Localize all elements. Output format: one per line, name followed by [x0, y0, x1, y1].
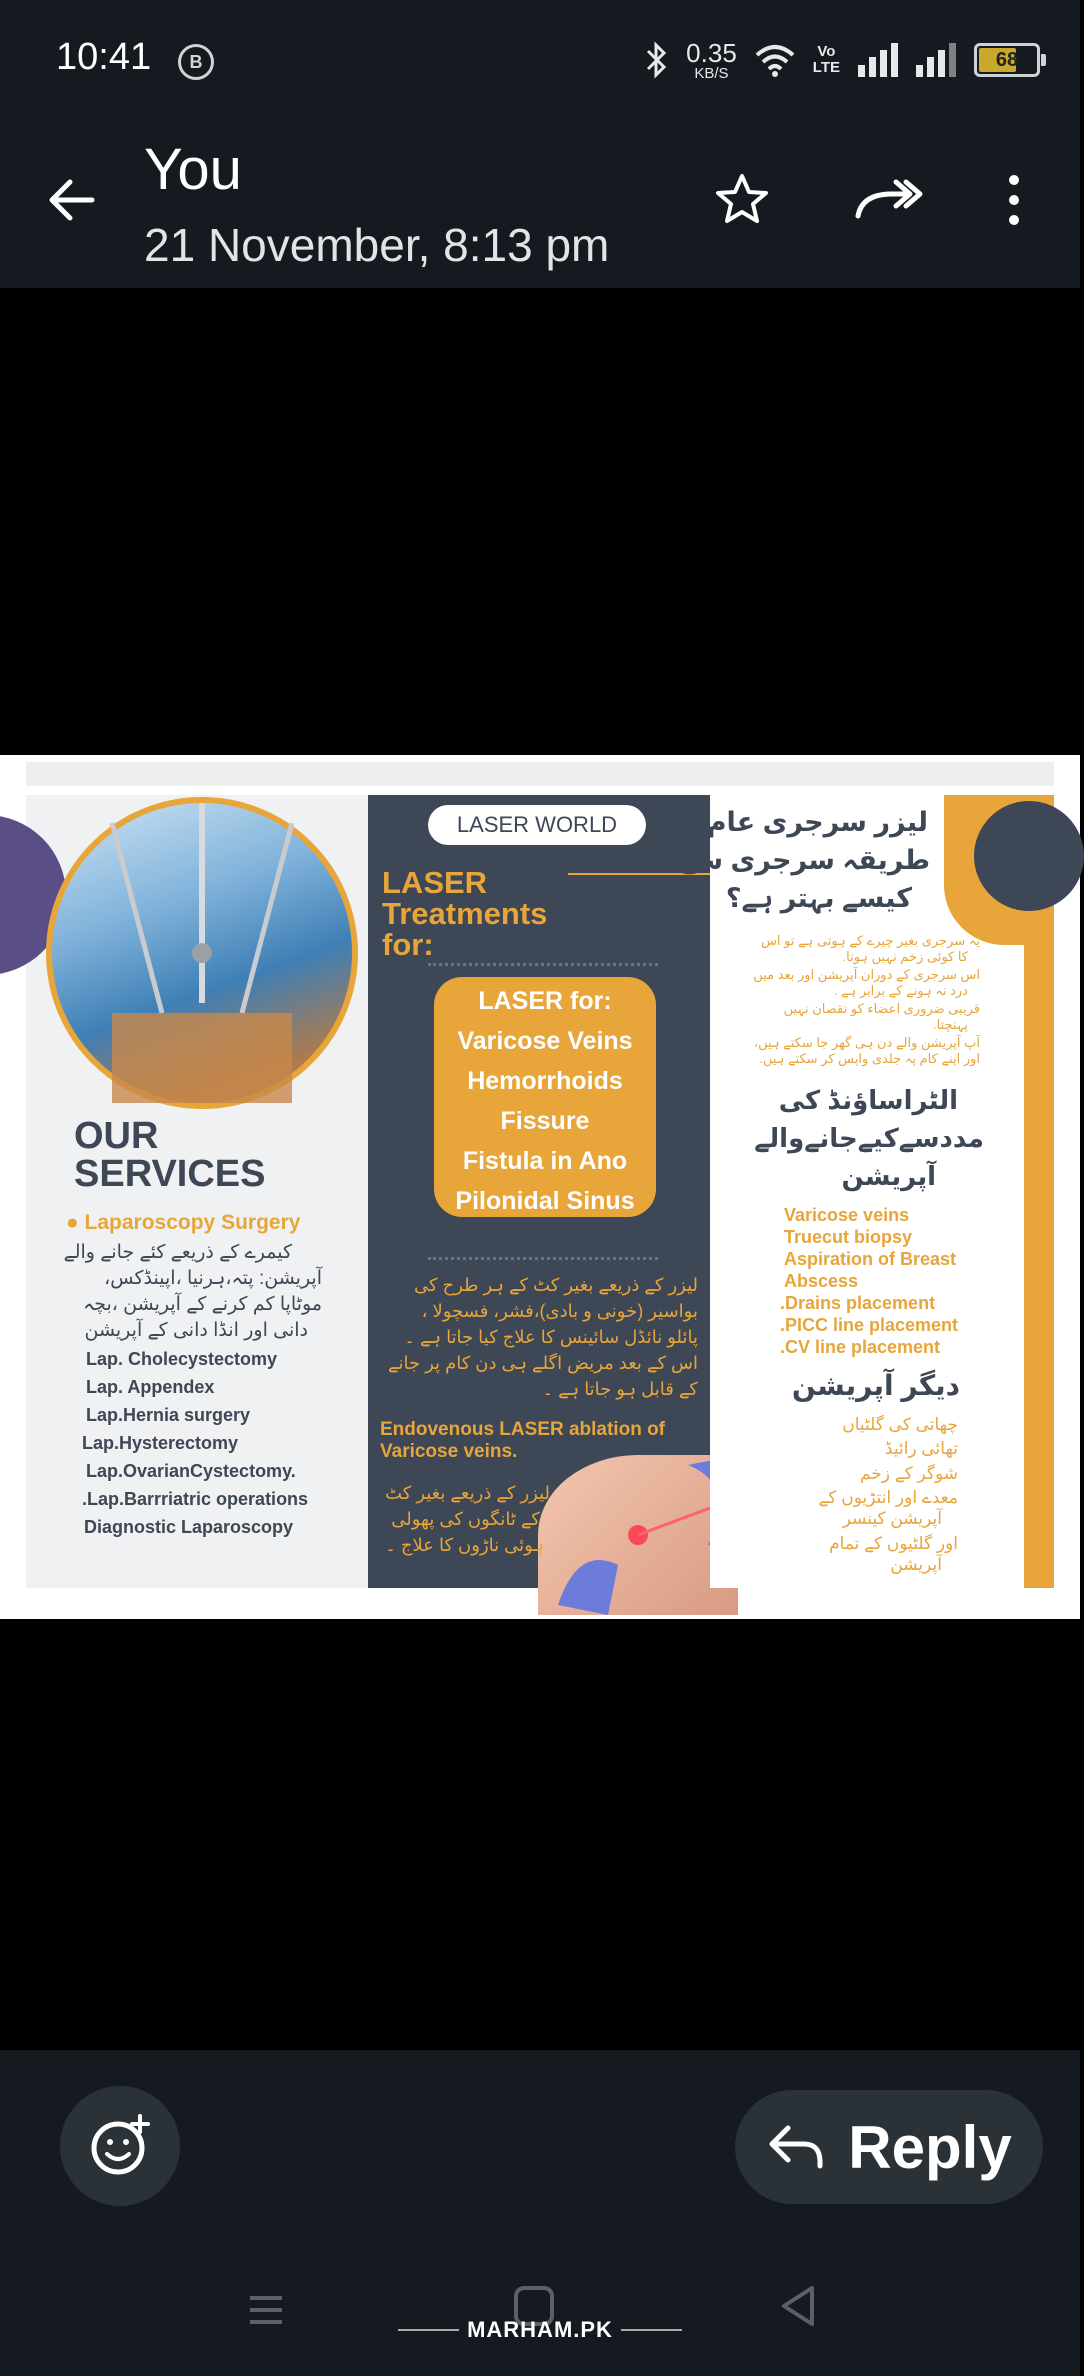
- more-vert-icon[interactable]: [986, 168, 1042, 232]
- middle-urdu-bottom: لیزر کے ذریعے بغیر کٹ: [385, 1483, 550, 1503]
- services-title-1: OUR: [74, 1115, 159, 1157]
- middle-urdu-line: لیزر کے ذریعے بغیر کٹ کے ہر طرح کی: [414, 1275, 698, 1295]
- right-heading: کیسے بہتر ہے؟: [725, 883, 912, 913]
- reply-arrow-icon: [766, 2122, 826, 2172]
- star-icon[interactable]: [710, 168, 774, 232]
- leg-laser-photo: [538, 1455, 738, 1615]
- laser-box-line: Varicose Veins: [457, 1027, 633, 1055]
- left-service-item: Lap.Hernia surgery: [86, 1405, 251, 1425]
- emoji-add-icon: [60, 2086, 180, 2206]
- ultrasound-heading: الٹراساؤنڈ کی: [778, 1085, 958, 1115]
- bluetooth-icon: [644, 41, 668, 79]
- battery-icon: [974, 43, 1040, 77]
- left-service-item: Lap. Cholecystectomy: [86, 1349, 278, 1369]
- right-point: آپ آپریشن والے دن ہی گھر جا سکتے ہیں،: [753, 1035, 980, 1050]
- other-operation-item: اور گلٹیوں کے تمام: [829, 1534, 958, 1553]
- back-arrow-icon[interactable]: [40, 168, 104, 232]
- endovenous-text: Varicose veins.: [380, 1441, 518, 1462]
- laser-for-box: [434, 977, 656, 1217]
- other-operation-item: تھائی رائیڈ: [884, 1439, 958, 1458]
- surgery-photo: [46, 797, 358, 1109]
- middle-urdu-line: کے قابل ہو جاتا ہے ۔: [542, 1379, 698, 1399]
- other-operation-item: آپریشن: [890, 1555, 942, 1574]
- ultrasound-item: .CV line placement: [780, 1337, 941, 1357]
- ultrasound-item: Aspiration of Breast: [784, 1249, 957, 1269]
- left-urdu-line: آپریشن: پتہ،ہرنیا ،اپینڈکس،: [104, 1268, 322, 1289]
- network-speed: [686, 37, 737, 82]
- b-badge-icon: B: [178, 44, 214, 80]
- volte-top: Vo: [817, 43, 836, 60]
- left-urdu-line: کیمرے کے ذریعے کئے جانے والے: [63, 1242, 292, 1263]
- laser-world-badge: LASER WORLD: [428, 805, 646, 845]
- other-operation-item: آپریشن کینسر: [842, 1509, 942, 1528]
- reply-button[interactable]: [735, 2090, 1043, 2204]
- right-point: اس سرجری کے دوران آپریشن اور بعد میں: [753, 967, 980, 982]
- laser-box-line: Fissure: [500, 1107, 590, 1135]
- laser-box-line: Fistula in Ano: [462, 1147, 628, 1175]
- right-point: کا کوئی زخم نہیں ہوتا.: [842, 949, 968, 964]
- left-service-item: Diagnostic Laparoscopy: [84, 1517, 294, 1537]
- middle-urdu-bottom: کے ٹانگوں کی پھولی: [391, 1509, 540, 1529]
- right-point: اور اپنے کام پہ جلدی واپس کر سکتے ہیں.: [759, 1051, 980, 1066]
- ultrasound-item: Abscess: [784, 1271, 859, 1291]
- laser-box-line: LASER for:: [478, 987, 612, 1015]
- ultrasound-item: Truecut biopsy: [784, 1227, 913, 1247]
- volte-bottom: LTE: [812, 59, 840, 76]
- left-service-item: Lap.OvarianCystectomy.: [86, 1461, 296, 1481]
- recents-icon[interactable]: [246, 2290, 286, 2330]
- flyer-left-panel: [26, 795, 368, 1588]
- ultrasound-heading: آپریشن: [841, 1161, 936, 1191]
- middle-urdu-line: پائلو نائڈل سائینس کا علاج کیا جاتا ہے ۔: [404, 1327, 698, 1347]
- other-operation-item: چھاتی کی گلٹیاں: [842, 1415, 958, 1434]
- left-service-item: Lap. Appendex: [86, 1377, 215, 1397]
- other-operation-item: معدے اور انتڑیوں کے: [818, 1488, 958, 1507]
- other-operations-heading: دیگر آپریشن: [791, 1370, 960, 1401]
- endovenous-text: Endovenous LASER ablation of: [380, 1419, 666, 1440]
- status-time: 10:41: [56, 36, 152, 78]
- wifi-icon: [755, 43, 795, 77]
- right-heading: لیزر سرجری عام: [706, 807, 928, 837]
- laser-heading: LASER: [382, 865, 488, 900]
- signal-icon: [858, 43, 898, 77]
- net-speed-unit: KB/S: [694, 64, 729, 82]
- emoji-reaction-button[interactable]: [60, 2086, 180, 2206]
- right-point: یہ سرجری بغیر چیرے کے ہوتی ہے تو اس: [761, 933, 980, 948]
- left-urdu-line: موٹاپا کم کرنے کے آپریشن ،بچہ: [83, 1294, 322, 1315]
- laser-box-line: Pilonidal Sinus: [455, 1187, 635, 1215]
- laser-heading: for:: [382, 927, 434, 962]
- flyer-middle-panel: [368, 795, 710, 1588]
- left-service-item: .Lap.Barrriatric operations: [82, 1489, 309, 1509]
- middle-urdu-bottom: ہوئی ناڑوں کا علاج ۔: [385, 1535, 544, 1555]
- services-title-2: SERVICES: [74, 1153, 266, 1195]
- laparoscopy-label: Laparoscopy Surgery: [84, 1211, 301, 1234]
- ultrasound-item: .Drains placement: [780, 1293, 936, 1313]
- battery-level: 68: [995, 49, 1019, 71]
- left-urdu-line: دانی اور انڈا دانی کے آپریشن: [84, 1320, 308, 1341]
- flyer-right-panel: [680, 795, 1054, 1588]
- middle-urdu-line: اس کے بعد مریض اگلے ہی دن کام پر جانے: [387, 1353, 698, 1373]
- volte-indicator: [813, 44, 840, 76]
- message-date: 21 November, 8:13 pm: [144, 219, 610, 271]
- decor-circle: [974, 801, 1084, 911]
- right-heading: طریقہ سرجری سے: [680, 845, 930, 875]
- right-point: قریبی ضروری اعضاء کو نقصان نہیں: [783, 1001, 980, 1016]
- ultrasound-item: .PICC line placement: [780, 1315, 959, 1335]
- other-operation-item: شوگر کے زخم: [859, 1464, 958, 1483]
- back-triangle-icon[interactable]: [776, 2284, 820, 2328]
- forward-icon[interactable]: [852, 168, 924, 232]
- laser-heading: Treatments: [382, 896, 548, 931]
- ultrasound-heading: مددسےکیےجانےوالے: [754, 1123, 984, 1153]
- right-point: پہنچتا.: [932, 1017, 968, 1032]
- reply-label: Reply: [848, 2113, 1012, 2181]
- laser-box-line: Hemorrhoids: [467, 1067, 623, 1095]
- middle-urdu-line: بواسیر (خونی و بادی)،فشر، فسچولا ،: [421, 1301, 698, 1321]
- laparoscopy-bullet: ● Laparoscopy Surgery: [66, 1211, 301, 1234]
- right-point: درد نہ ہونے کے برابر ہے .: [833, 983, 968, 998]
- signal-icon-2: [916, 43, 956, 77]
- divider: [428, 963, 658, 966]
- watermark: MARHAM.PK: [390, 2310, 690, 2350]
- sender-name: You: [144, 137, 242, 202]
- left-service-item: Lap.Hysterectomy: [82, 1433, 239, 1453]
- divider: [428, 1257, 658, 1260]
- status-icons: [644, 30, 1040, 90]
- net-speed-value: 0.35: [686, 37, 737, 68]
- ultrasound-item: Varicose veins: [784, 1205, 910, 1225]
- image-top-strip: [26, 762, 1054, 786]
